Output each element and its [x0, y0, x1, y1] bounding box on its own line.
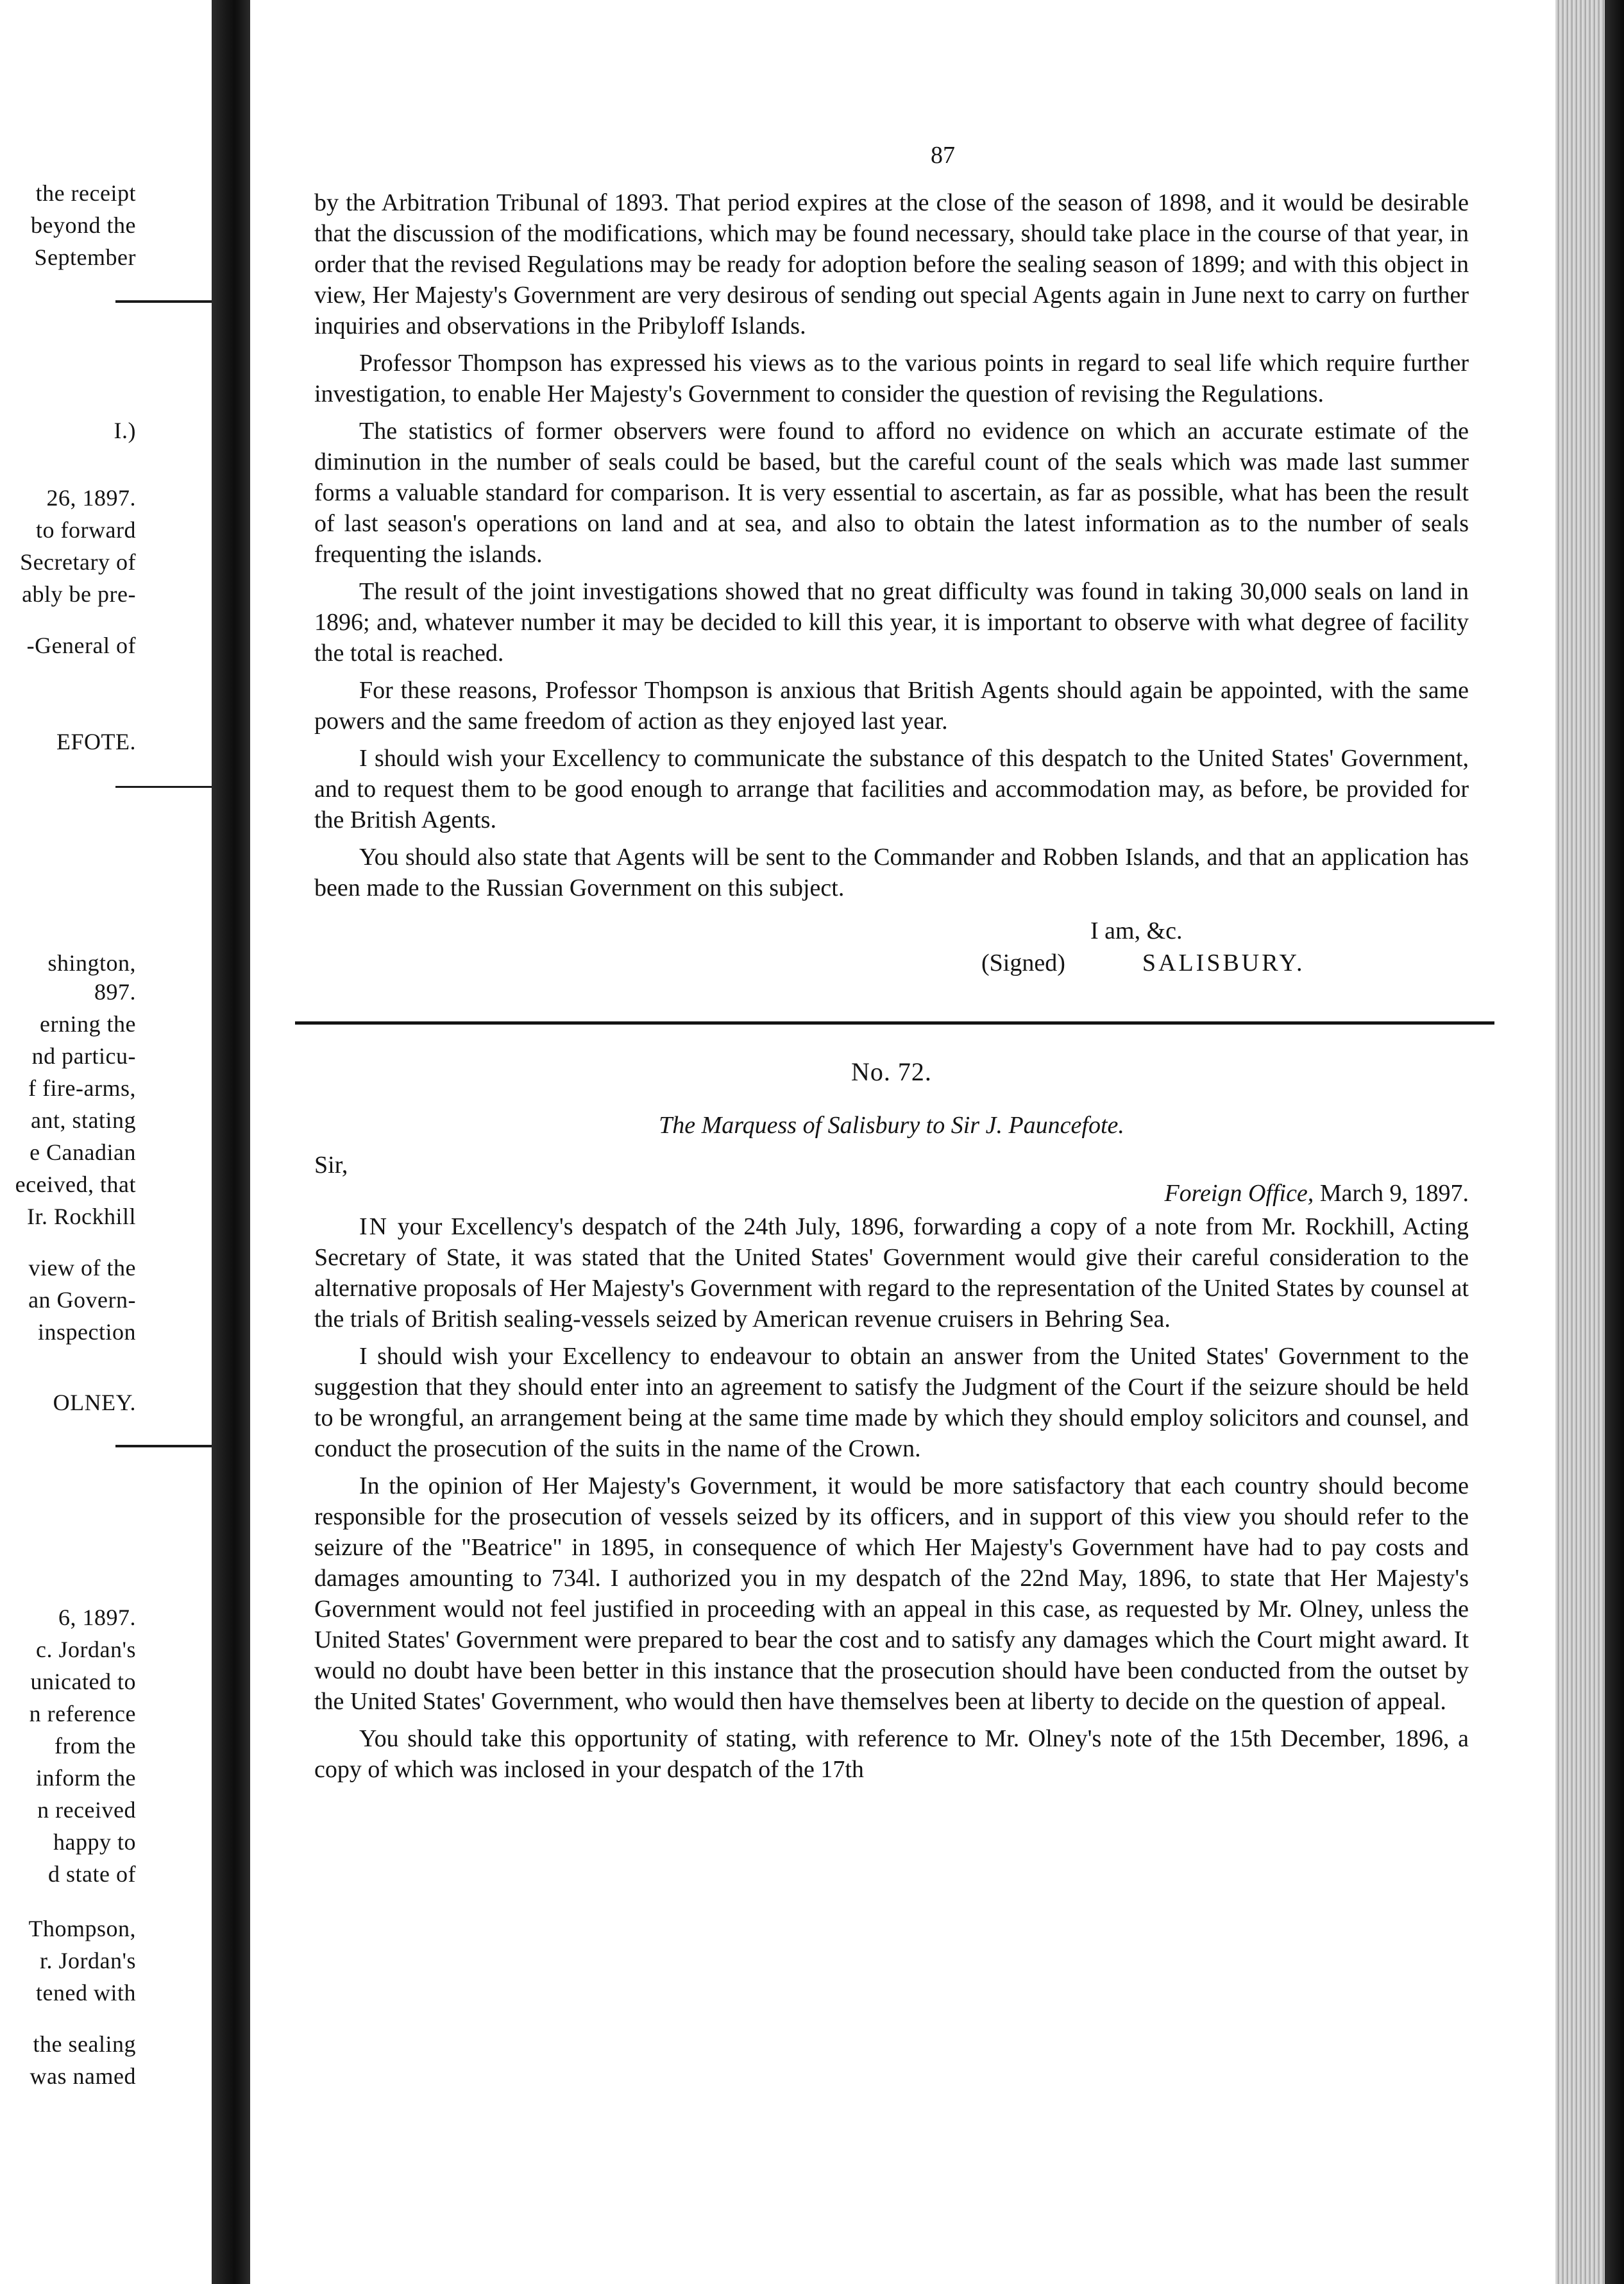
facing-page-fragment-line: inform the: [36, 1765, 136, 1791]
book-gutter: [212, 0, 250, 2284]
dateline-place: Foreign Office,: [1164, 1180, 1314, 1207]
facing-page-fragment-line: to forward: [36, 517, 136, 543]
facing-page-fragment-line: tened with: [36, 1980, 136, 2006]
facing-page-fragment-line: ably be pre-: [22, 581, 136, 607]
paragraph-doc-3: In the opinion of Her Majesty's Government, it would be more satisfactory that each country should become responsible for the prosecution of vessels seized by its officers, and in support of this view you should refer to the seizure of the "Beatrice" in 1895, in consequence of which Her Majesty's Government have had to pay costs and damages amounting to 734l. I authorized you in my despatch of the 22nd May, 1896, to state that Her Majesty's Government would not feel justified in proceeding with an appeal in this case, as requested by Mr. Olney, unless the United States' Government were prepared to bear the cost and to satisfy any damages which the Court might award. It would no doubt have been better in this instance that the prosecution should have been conducted from the outset by the United States' Government, who would then have themselves been at liberty to decide on the question of appeal.: [314, 1472, 1469, 1715]
closing-formula: I am, &c.: [1090, 917, 1183, 944]
facing-page-fragment-line: r. Jordan's: [40, 1948, 136, 1973]
facing-page-fragment-line: I.): [114, 418, 136, 443]
signatory-name: SALISBURY.: [1142, 950, 1305, 976]
facing-page-fragment-line: an Govern-: [28, 1287, 136, 1313]
facing-page-fragment-line: e Canadian: [30, 1139, 136, 1165]
paragraph-1: by the Arbitration Tribunal of 1893. That period expires at the close of the season of 1898, and it would be desirable that the discussion of the modifications, which may be found necessary, should take place in the course of that year, in order that the revised Regulations may be ready for adoption before the sealing season of 1899; and with this object in view, Her Majesty's Government are very desirous of sending out special Agents again in June next to carry on further inquiries and observations in the Pribyloff Islands.: [314, 189, 1469, 339]
paragraph-doc-1-text: your Excellency's despatch of the 24th July, 1896, forwarding a copy of a note from Mr. Rockhill, Acting Secretary of State, it was stated that the United States' Government would give their careful consideration to the alternative proposals of Her Majesty's Government with regard to the representation of the United States by counsel at the trials of British sealing-vessels seized by American revenue cruisers in Behring Sea.: [314, 1213, 1469, 1333]
closing-block: [314, 915, 1469, 979]
facing-page-fragment-line: the receipt: [35, 180, 136, 206]
facing-page-fragment-line: -General of: [26, 633, 136, 658]
facing-page-fragment-line: eceived, that: [15, 1172, 136, 1197]
facing-page-fragment-line: d state of: [48, 1861, 136, 1887]
facing-page-fragment-line: unicated to: [30, 1669, 136, 1694]
despatch-continuation: [314, 187, 1469, 979]
facing-page-fragment-line: ant, stating: [31, 1107, 136, 1133]
facing-page-fragment-line: happy to: [53, 1829, 136, 1855]
facing-page-fragment-line: f fire-arms,: [28, 1075, 136, 1101]
facing-page-fragment-line: c. Jordan's: [36, 1637, 136, 1662]
paragraph-3: The statistics of former observers were found to afford no evidence on which an accurate estimate of the diminution in the number of seals could be based, but the careful count of the seals which was made last summer forms a valuable standard for comparison. It is very essential to ascertain, as far as possible, what has been the result of last season's operations on land and at sea, and also to obtain the latest information as to the number of seals frequenting the islands.: [314, 418, 1469, 568]
facing-page-fragment-line: inspection: [38, 1319, 136, 1345]
facing-page-fragment-line: nd particu-: [31, 1043, 136, 1069]
facing-page-rule-1: [115, 300, 212, 303]
page-content: [314, 141, 1469, 1791]
page-number: 87: [931, 142, 955, 169]
facing-page-fragment-line: September: [34, 244, 136, 270]
dateline-date: March 9, 1897.: [1319, 1180, 1469, 1207]
paragraph-doc-4: You should take this opportunity of stating, with reference to Mr. Olney's note of the 15th December, 1896, a copy of which was inclosed in your despatch of the 17th: [314, 1725, 1469, 1783]
facing-page-fragment-line: 6, 1897.: [58, 1605, 136, 1630]
paragraph-2: Professor Thompson has expressed his views as to the various points in regard to seal life which require further investigation, to enable Her Majesty's Government to consider the question of revising the Regulations.: [314, 350, 1469, 407]
document-number: No. 72.: [851, 1057, 932, 1086]
paragraph-doc-2: I should wish your Excellency to endeavour to obtain an answer from the United States' Government to the suggestion that they should enter into an agreement to satisfy the Judgment of the Court if the seizure should be held to be wrongful, an arrangement being at the same time made by which they should employ solicitors and counsel, and conduct the prosecution of the suits in the name of the Crown.: [314, 1343, 1469, 1462]
facing-page-fragment-line: 26, 1897.: [46, 485, 136, 511]
paragraph-7: You should also state that Agents will be sent to the Commander and Robben Islands, and that an application has been made to the Russian Government on this subject.: [314, 844, 1469, 901]
paragraph-6: I should wish your Excellency to communicate the substance of this despatch to the United States' Government, and to request them to be good enough to arrange that facilities and accommodation may, as before, be provided for the British Agents.: [314, 745, 1469, 833]
dateline: [314, 1179, 1469, 1207]
facing-page-fragment-line: from the: [55, 1733, 136, 1759]
facing-page-fragment-line: shington,: [47, 950, 136, 976]
salutation: Sir,: [314, 1152, 348, 1179]
facing-page-fragment-line: view of the: [28, 1255, 136, 1281]
facing-page-rule-2: [115, 786, 212, 788]
facing-page-fragment-line: Ir. Rockhill: [27, 1204, 136, 1229]
signed-label: (Signed): [981, 950, 1065, 976]
facing-page-fragment-line: n reference: [29, 1701, 136, 1726]
section-divider: [295, 1021, 1494, 1025]
facing-page-fragment-line: n received: [37, 1797, 136, 1823]
paragraph-doc-1: [314, 1211, 1469, 1334]
main-page: [250, 0, 1555, 2284]
facing-page-fragment-line: EFOTE.: [56, 729, 136, 754]
facing-page-rule-3: [115, 1445, 212, 1447]
facing-page-fragment-line: OLNEY.: [53, 1390, 136, 1415]
facing-page-fragment-line: the sealing: [33, 2031, 136, 2057]
page-edge-stack: [1555, 0, 1624, 2284]
facing-page-fragment-line: erning the: [40, 1011, 136, 1037]
despatch-no-72: [314, 1057, 1469, 1785]
facing-page-fragment: [0, 0, 212, 2284]
facing-page-fragment-line: Secretary of: [20, 549, 136, 575]
paragraph-4: The result of the joint investigations showed that no great difficulty was found in taking 30,000 seals on land in 1896; and, whatever number it may be decided to kill this year, it is important to observe with what degree of facility the total is reached.: [314, 578, 1469, 667]
facing-page-fragment-line: was named: [30, 2063, 136, 2089]
lead-word: IN: [359, 1213, 389, 1240]
paragraph-5: For these reasons, Professor Thompson is anxious that British Agents should again be appointed, with the same powers and the same freedom of action as they enjoyed last year.: [314, 677, 1469, 735]
facing-page-fragment-line: Thompson,: [28, 1916, 136, 1941]
signature-line: [314, 947, 1469, 979]
facing-page-fragment-line: 897.: [94, 979, 136, 1005]
facing-page-fragment-line: beyond the: [31, 212, 136, 238]
document-title: The Marquess of Salisbury to Sir J. Pauncefote.: [659, 1112, 1124, 1139]
